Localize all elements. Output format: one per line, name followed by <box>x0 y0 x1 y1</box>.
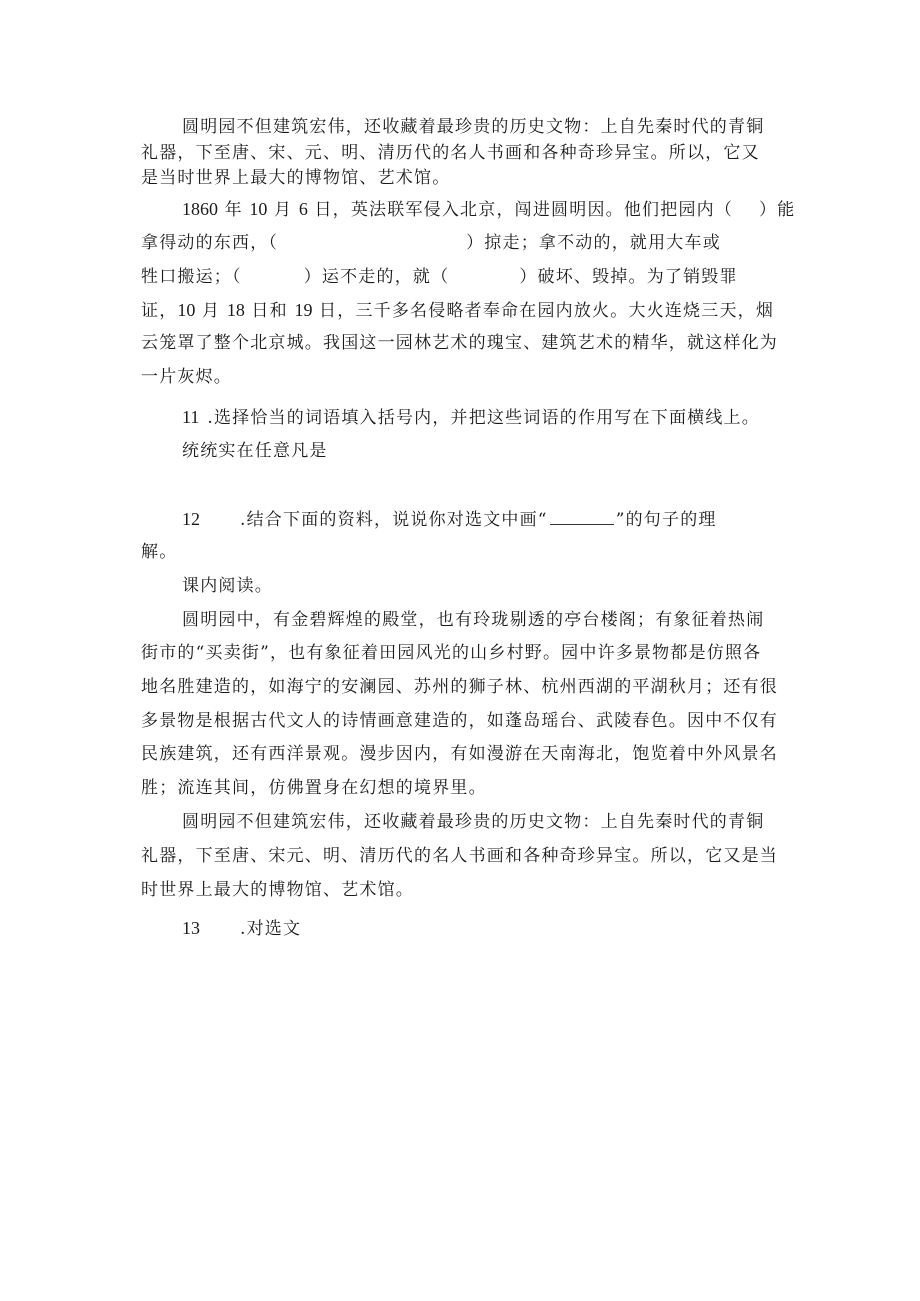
text-segment: 证， <box>141 301 178 321</box>
text-segment: ）掠走；拿不动的，就用大车或 <box>466 233 721 253</box>
month-number: 10 <box>249 199 268 219</box>
passage2-p1-line4: 多景物是根据古代文人的诗情画意建造的，如蓬岛瑶台、武陵春色。因中不仅有 <box>141 711 778 731</box>
question-text: .选择恰当的词语填入括号内，并把这些词语的作用写在下面横线上。 <box>207 408 760 428</box>
text-segment: 日和 <box>244 301 295 321</box>
text-segment: 月 <box>195 301 227 321</box>
year-number: 1860 <box>182 199 218 219</box>
passage1-p2-line2 <box>141 232 721 254</box>
question-12 <box>182 508 717 531</box>
month-number: 10 <box>177 300 196 320</box>
passage1-p2-line1 <box>182 198 795 221</box>
text-segment: 日，三千多名侵略者奉命在园内放火。大火连烧三天，烟 <box>312 301 775 321</box>
passage1-p2-line3 <box>141 266 738 288</box>
text-segment: ）能 <box>759 200 796 220</box>
question-text: .对选文 <box>240 919 302 939</box>
question-text: .结合下面的资料，说说你对选文中画“ <box>240 510 548 530</box>
passage1-p1-line2: 礼器，下至唐、宋、元、明、清历代的名人书画和各种奇珍异宝。所以，它又 <box>141 143 760 163</box>
question-12-continued: 解。 <box>141 542 178 562</box>
passage2-p2-line2: 礼器，下至唐、宋元、明、清历代的名人书画和各种奇珍异宝。所以，它又是当 <box>141 846 778 866</box>
question-11 <box>182 406 760 429</box>
text-segment: ）破坏、毁掉。为了销毁罪 <box>519 267 738 287</box>
passage2-p1-line6: 胜；流连其间，仿佛置身在幻想的境界里。 <box>141 778 487 798</box>
text-segment: 牲口搬运；（ <box>141 267 242 287</box>
question-number: 11 <box>182 407 200 427</box>
passage1-p1-line3: 是当时世界上最大的博物馆、艺术馆。 <box>141 168 451 188</box>
passage2-p1-line5: 民族建筑，还有西洋景观。漫步因内，有如漫游在天南海北，饱览着中外风景名 <box>141 744 778 764</box>
day-number: 19 <box>294 300 313 320</box>
text-segment: 月 <box>267 200 299 220</box>
passage2-p1-line2: 街市的“买卖街”，也有象征着田园风光的山乡村野。园中许多景物都是仿照各 <box>141 643 762 663</box>
passage1-p2-line5: 云笼罩了整个北京城。我国这一园林艺术的瑰宝、建筑艺术的精华，就这样化为 <box>141 333 778 353</box>
text-segment: 拿得动的东西，（ <box>141 233 279 253</box>
text-segment: 日，英法联军侵入北京，闯进圆明因。他们把园内（ <box>307 200 734 220</box>
passage1-p2-line4 <box>141 299 774 322</box>
question-13 <box>182 917 301 940</box>
passage2-p1-line1: 圆明园中，有金碧辉煌的殿堂，也有玲珑剔透的亭台楼阁；有象征着热闹 <box>182 610 765 630</box>
question-number: 12 <box>182 509 200 529</box>
passage2-p2-line3: 时世界上最大的博物馆、艺术馆。 <box>141 880 414 900</box>
passage2-p2-line1: 圆明园不但建筑宏伟，还收藏着最珍贵的历史文物：上自先秦时代的青铜 <box>182 812 765 832</box>
passage2-p1-line3: 地名胜建造的，如海宁的安澜园、苏州的狮子林、杭州西湖的平湖秋月；还有很 <box>141 677 778 697</box>
day-number: 18 <box>226 300 245 320</box>
text-segment: ）运不走的，就（ <box>303 267 450 287</box>
passage1-p1-line1: 圆明园不但建筑宏伟，还收藏着最珍贵的历史文物：上自先秦时代的青铜 <box>182 117 765 137</box>
question-text: ”的句子的理 <box>615 510 717 530</box>
text-segment: 年 <box>218 200 250 220</box>
word-choices: 统统实在任意凡是 <box>182 441 328 461</box>
day-number: 6 <box>298 199 308 219</box>
section-title: 课内阅读。 <box>182 576 273 596</box>
passage1-p2-line6: 一片灰烬。 <box>141 367 232 387</box>
question-number: 13 <box>182 918 200 938</box>
underline-blank <box>550 508 614 525</box>
